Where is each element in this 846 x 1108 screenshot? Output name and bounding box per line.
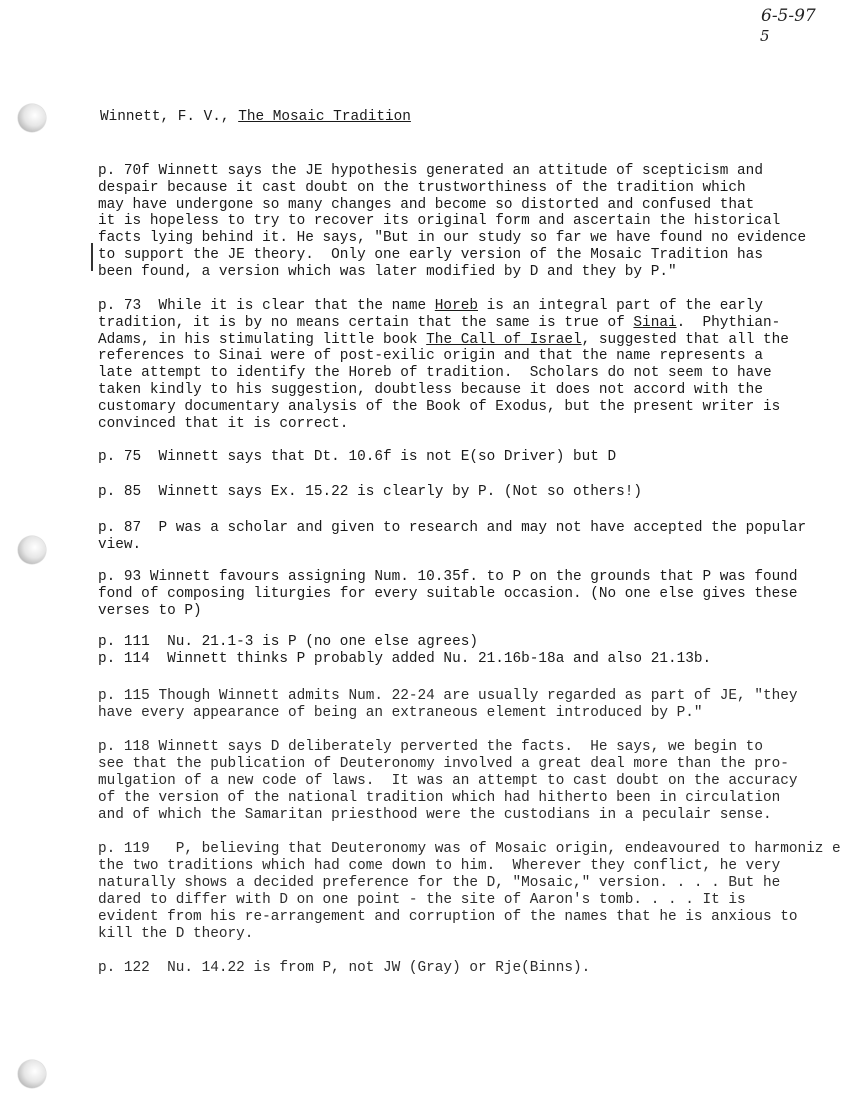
- text-line: despair because it cast doubt on the trustworthiness of the tradition which: [98, 179, 746, 196]
- text-line: view.: [98, 536, 142, 553]
- text-line: p. 122 Nu. 14.22 is from P, not JW (Gray) or Rje(Binns).: [98, 960, 591, 976]
- text-line: been found, a version which was later modified by D and they by P.": [98, 263, 677, 280]
- text-line: p. 115 Though Winnett admits Num. 22-24 are usually regarded as part of JE, "they: [98, 688, 798, 704]
- text-line: fond of composing liturgies for every suitable occasion. (No one else gives these: [98, 585, 798, 602]
- binder-hole-bottom: [18, 1060, 46, 1088]
- note-p118: [98, 739, 828, 824]
- binder-hole-middle: [18, 536, 46, 564]
- text-line: convinced that it is correct.: [98, 415, 349, 432]
- text-line: naturally shows a decided preference for the D, "Mosaic," version. . . . But he: [98, 875, 781, 891]
- text-line: it is hopeless to try to recover its original form and ascertain the historical: [98, 213, 781, 230]
- title-author: Winnett, F. V.,: [100, 109, 239, 125]
- text-line: references to Sinai were of post-exilic origin and that the name represents a: [98, 348, 763, 365]
- text-line: facts lying behind it. He says, "But in our study so far we have found no evidence: [98, 230, 807, 247]
- margin-bracket-mark: [91, 243, 93, 271]
- page-title: [100, 109, 411, 125]
- note-p115: [98, 688, 828, 722]
- handwritten-number: 5: [760, 27, 770, 45]
- text-line: p. 111 Nu. 21.1-3 is P (no one else agrees): [98, 634, 478, 650]
- text-line: tradition, it is by no means certain that the same is true of Sinai. Phythian-: [98, 314, 781, 331]
- text-line: Adams, in his stimulating little book The Call of Israel, suggested that all the: [98, 331, 789, 348]
- text-line: p. 114 Winnett thinks P probably added Nu. 21.16b-18a and also 21.13b.: [98, 650, 712, 667]
- text-line: kill the D theory.: [98, 926, 254, 942]
- text-line: and of which the Samaritan priesthood were the custodians in a peculair sense.: [98, 807, 772, 823]
- binder-hole-top: [18, 104, 46, 132]
- text-line: the two traditions which had come down to him. Wherever they conflict, he very: [98, 858, 781, 874]
- text-line: p. 75 Winnett says that Dt. 10.6f is not E(so Driver) but D: [98, 449, 617, 465]
- text-line: see that the publication of Deuteronomy involved a great deal more than the pro-: [98, 756, 789, 772]
- text-line: p. 70f Winnett says the JE hypothesis generated an attitude of scepticism and: [98, 163, 763, 179]
- note-p73: [98, 298, 828, 432]
- note-p122: [98, 960, 828, 977]
- text-line: customary documentary analysis of the Book of Exodus, but the present writer is: [98, 398, 781, 415]
- text-line: taken kindly to his suggestion, doubtless because it does not accord with the: [98, 381, 763, 398]
- text-line: dared to differ with D on one point - the site of Aaron's tomb. . . . It is: [98, 892, 746, 908]
- text-line: p. 93 Winnett favours assigning Num. 10.35f. to P on the grounds that P was found: [98, 569, 798, 585]
- text-line: to support the JE theory. Only one early version of the Mosaic Tradition has: [98, 246, 763, 263]
- note-p70: [98, 163, 828, 281]
- text-line: evident from his re-arrangement and corruption of the names that he is anxious to: [98, 909, 798, 925]
- text-line: verses to P): [98, 602, 202, 619]
- text-line: p. 85 Winnett says Ex. 15.22 is clearly by P. (Not so others!): [98, 484, 643, 500]
- note-p111-p114: [98, 634, 828, 668]
- note-p75: [98, 449, 828, 466]
- text-line: late attempt to identify the Horeb of tradition. Scholars do not seem to have: [98, 365, 772, 382]
- text-line: have every appearance of being an extraneous element introduced by P.": [98, 705, 703, 721]
- text-line: p. 87 P was a scholar and given to research and may not have accepted the popular: [98, 520, 807, 536]
- text-line: of the version of the national tradition which had hitherto been in circulation: [98, 790, 781, 806]
- text-line: mulgation of a new code of laws. It was an attempt to cast doubt on the accuracy: [98, 773, 798, 789]
- text-line: p. 119 P, believing that Deuteronomy was of Mosaic origin, endeavoured to harmoniz e: [98, 841, 841, 857]
- text-line: p. 73 While it is clear that the name Horeb is an integral part of the early: [98, 298, 763, 314]
- handwritten-date: 6-5-97: [761, 6, 816, 26]
- title-book: The Mosaic Tradition: [238, 109, 411, 125]
- text-line: may have undergone so many changes and become so distorted and confused that: [98, 196, 755, 213]
- note-p87: [98, 520, 828, 554]
- note-p85: [98, 484, 828, 501]
- note-p119: [98, 841, 841, 943]
- note-p93: [98, 569, 828, 619]
- text-line: p. 118 Winnett says D deliberately perverted the facts. He says, we begin to: [98, 739, 763, 755]
